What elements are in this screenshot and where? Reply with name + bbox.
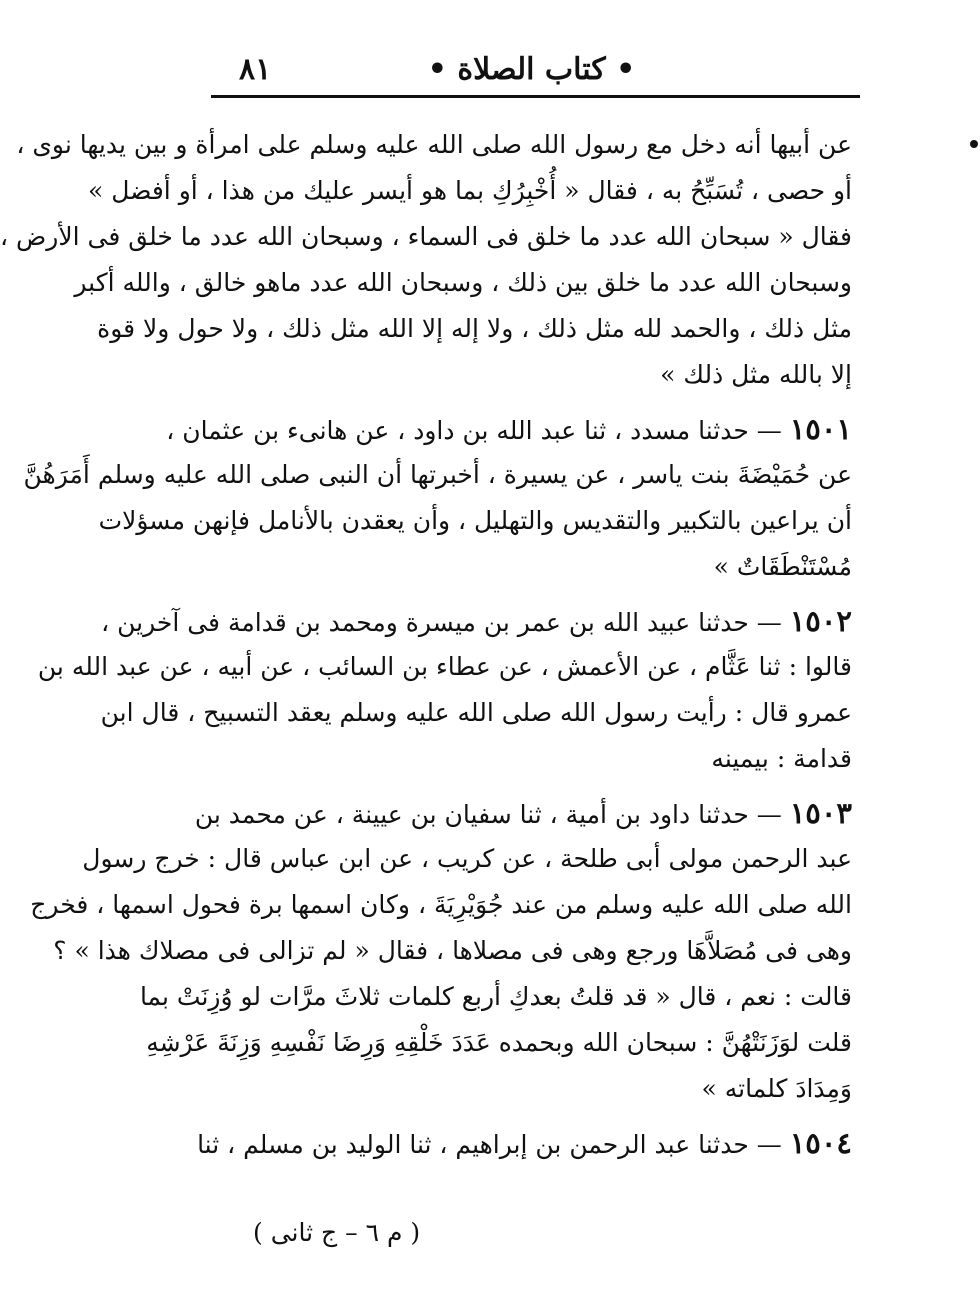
header-rule — [211, 95, 860, 98]
main-text — [0, 122, 852, 1166]
text-line: عمرو قال : رأيت رسول الله صلى الله عليه وسلم يعقد التسبيح ، قال ابن — [100, 698, 852, 727]
margin-dot — [970, 140, 978, 148]
text-line: قلت لوَزَنَتْهُنَّ : سبحان الله وبحمده عَدَدَ خَلْقِهِ وَرِضَا نَفْسِهِ وَزِنَةَ عَرْشِهِ — [146, 1028, 852, 1057]
paragraph — [0, 122, 852, 398]
text-line: ١٥٠٣ — حدثنا داود بن أمية ، ثنا سفيان بن عيينة ، عن محمد بن — [194, 796, 852, 830]
text-line: إلا بالله مثل ذلك » — [660, 360, 852, 389]
text-line: أن يراعين بالتكبير والتقديس والتهليل ، وأن يعقدن بالأنامل فإنهن مسؤلات — [98, 506, 852, 535]
page-number: ٨١ — [239, 52, 272, 87]
text-line: عن حُمَيْضَةَ بنت ياسر ، عن يسيرة ، أخبرتها أن النبى صلى الله عليه وسلم أَمَرَهُنَّ — [23, 460, 852, 489]
text-line: أو حصى ، تُسَبِّحُ به ، فقال « أُخْبِرُكِ بما هو أيسر عليك من هذا ، أو أفضل » — [88, 176, 852, 205]
text-line: ١٥٠٢ — حدثنا عبيد الله بن عمر بن ميسرة ومحمد بن قدامة فى آخرين ، — [101, 604, 852, 638]
hadith-1502 — [37, 598, 852, 782]
text-line: عبد الرحمن مولى أبى طلحة ، عن كريب ، عن ابن عباس قال : خرج رسول — [82, 844, 852, 873]
text-line: عن أبيها أنه دخل مع رسول الله صلى الله عليه وسلم على امرأة و بين يديها نوى ، — [16, 130, 852, 159]
hadith-1501 — [23, 406, 852, 590]
hadith-number: ١٥٠١ — [789, 412, 852, 446]
text-line: الله صلى الله عليه وسلم من عند جُوَيْرِيَةَ ، وكان اسمها برة فحول اسمها ، فخرج — [30, 890, 852, 919]
text-line: قدامة : بيمينه — [711, 744, 852, 773]
hadith-number: ١٥٠٤ — [789, 1126, 852, 1160]
text-line: ١٥٠١ — حدثنا مسدد ، ثنا عبد الله بن داود ، عن هانىء بن عثمان ، — [166, 412, 852, 446]
text-line: وَمِدَادَ كلماته » — [701, 1074, 852, 1103]
text-line: ١٥٠٤ — حدثنا عبد الرحمن بن إبراهيم ، ثنا الوليد بن مسلم ، ثنا — [197, 1126, 852, 1160]
hadith-1503 — [30, 790, 852, 1112]
text-line: مُسْتَنْطَقَاتٌ » — [713, 552, 852, 581]
text-line: قالت : نعم ، قال « قد قلتُ بعدكِ أربع كلمات ثلاثَ مرَّات لو وُزِنَتْ بما — [139, 982, 852, 1011]
chapter-title: • كتاب الصلاة • — [427, 52, 636, 87]
hadith-number: ١٥٠٢ — [789, 604, 852, 638]
hadith-1504 — [197, 1120, 852, 1166]
text-line: مثل ذلك ، والحمد لله مثل ذلك ، ولا إله إلا الله مثل ذلك ، ولا حول ولا قوة — [97, 314, 852, 343]
text-line: قالوا : ثنا عَثَّام ، عن الأعمش ، عن عطاء بن السائب ، عن أبيه ، عن عبد الله بن — [37, 652, 852, 681]
text-line: فقال « سبحان الله عدد ما خلق فى السماء ، وسبحان الله عدد ما خلق فى الأرض ، — [0, 222, 852, 251]
hadith-number: ١٥٠٣ — [789, 796, 852, 830]
page-header — [211, 50, 852, 94]
text-line: وهى فى مُصَلاَّهَا ورجع وهى فى مصلاها ، فقال « لم تزالى فى مصلاك هذا » ؟ — [53, 936, 852, 965]
text-line: وسبحان الله عدد ما خلق بين ذلك ، وسبحان الله عدد ماهو خالق ، والله أكبر — [74, 268, 852, 297]
signature-mark: ( م ٦ – ج ثانى ) — [253, 1218, 421, 1247]
